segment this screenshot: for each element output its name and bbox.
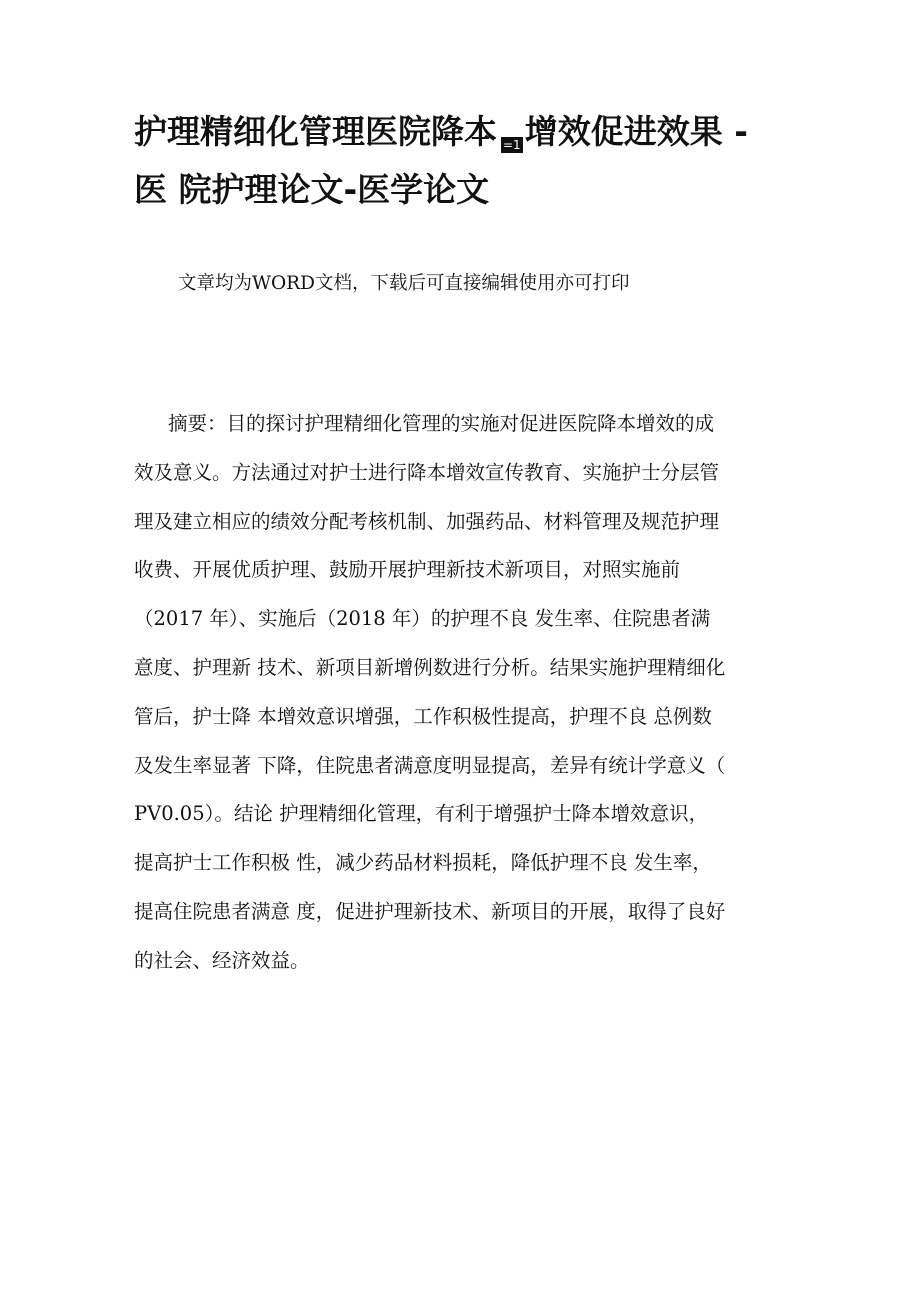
abstract-line: 提高护士工作积极 性，减少药品材料损耗，降低护理不良 发生率， — [134, 851, 712, 875]
document-title-line-2: 医 院护理论文-医学论文 — [134, 170, 490, 209]
title-segment: 护理精细化管理医院降本 — [134, 112, 497, 151]
abstract-line: 的社会、经济效益。 — [134, 948, 310, 972]
abstract-line: 理及建立相应的绩效分配考核机制、加强药品、材料管理及规范护理 — [134, 509, 720, 533]
abstract-line: 摘要：目的探讨护理精细化管理的实施对促进医院降本增效的成 — [168, 412, 715, 435]
abstract-line: 管后，护士降 本增效意识增强，工作积极性提高，护理不良 总例数 — [134, 704, 712, 728]
footnote-marker: =1 — [503, 138, 521, 152]
abstract-line: 提高住院患者满意 度，促进护理新技术、新项目的开展，取得了良好 — [134, 899, 726, 923]
abstract-line: 及发生率显著 下降，住院患者满意度明显提高，差异有统计学意义（ — [134, 753, 726, 777]
abstract-paragraph — [134, 408, 814, 994]
download-note: 文章均为WORD文档，下载后可直接编辑使用亦可打印 — [178, 273, 630, 294]
abstract-line: 效及意义。方法通过对护士进行降本增效宣传教育、实施护士分层管 — [134, 460, 720, 484]
document-title-line-1 — [134, 112, 814, 153]
abstract-line: 收费、开展优质护理、鼓励开展护理新技术新项目，对照实施前 — [134, 558, 681, 582]
title-segment: 增效促进效果 - — [524, 112, 748, 151]
abstract-line: 意度、护理新 技术、新项目新增例数进行分析。结果实施护理精细化 — [134, 655, 726, 679]
abstract-line: （2017 年）、实施后（2018 年）的护理不良 发生率、住院患者满 — [134, 607, 711, 631]
abstract-line: PV0.05）。结论 护理精细化管理，有利于增强护士降本增效意识， — [134, 802, 709, 826]
